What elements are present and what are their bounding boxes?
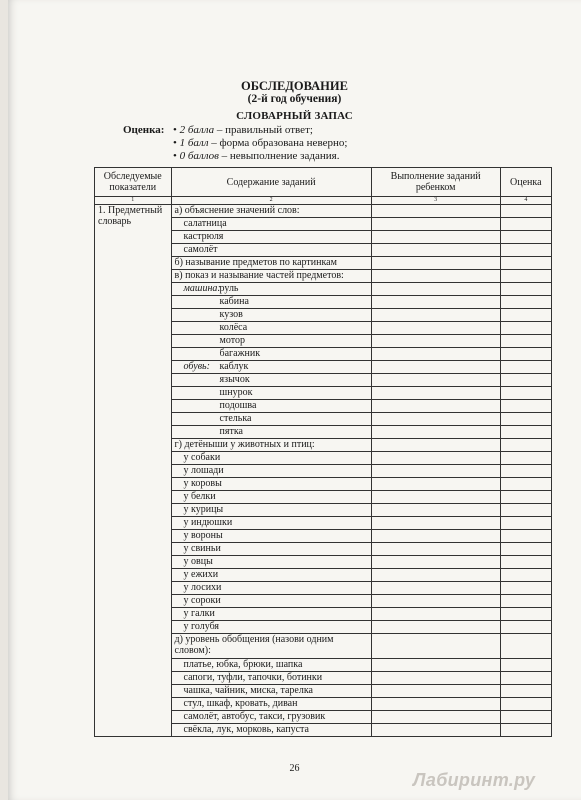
score-cell[interactable] <box>500 569 551 582</box>
score-cell[interactable] <box>500 491 551 504</box>
task-cell: у свиньи <box>171 543 371 556</box>
task-cell: подошва <box>171 400 371 413</box>
document-page <box>8 0 581 800</box>
performance-cell[interactable] <box>371 569 500 582</box>
task-cell: у белки <box>171 491 371 504</box>
task-cell: обувь: каблук <box>171 361 371 374</box>
performance-cell[interactable] <box>371 659 500 672</box>
performance-cell[interactable] <box>371 426 500 439</box>
score-cell[interactable] <box>500 698 551 711</box>
performance-cell[interactable] <box>371 685 500 698</box>
score-cell[interactable] <box>500 348 551 361</box>
score-cell[interactable] <box>500 556 551 569</box>
score-cell[interactable] <box>500 504 551 517</box>
task-cell: пятка <box>171 426 371 439</box>
performance-cell[interactable] <box>371 244 500 257</box>
score-cell[interactable] <box>500 374 551 387</box>
grading-label: Оценка: <box>123 124 165 136</box>
performance-cell[interactable] <box>371 672 500 685</box>
performance-cell[interactable] <box>371 634 500 659</box>
assessment-table <box>94 167 552 737</box>
score-cell[interactable] <box>500 244 551 257</box>
score-cell[interactable] <box>500 543 551 556</box>
task-cell: у вороны <box>171 530 371 543</box>
column-number-row <box>95 197 552 205</box>
task-cell: у собаки <box>171 452 371 465</box>
performance-cell[interactable] <box>371 517 500 530</box>
grading-item: • 2 балла – правильный ответ; <box>173 124 313 136</box>
performance-cell[interactable] <box>371 322 500 335</box>
column-number: 4 <box>500 197 551 205</box>
task-cell: г) детёныши у животных и птиц: <box>171 439 371 452</box>
performance-cell[interactable] <box>371 270 500 283</box>
grading-item: • 1 балл – форма образована неверно; <box>173 137 348 149</box>
header-performance: Выполнение заданий ребенком <box>371 168 500 197</box>
task-cell: в) показ и называние частей предметов: <box>171 270 371 283</box>
score-cell[interactable] <box>500 335 551 348</box>
task-cell: мотор <box>171 335 371 348</box>
score-cell[interactable] <box>500 465 551 478</box>
task-cell: у курицы <box>171 504 371 517</box>
task-cell: язычок <box>171 374 371 387</box>
performance-cell[interactable] <box>371 530 500 543</box>
task-cell: платье, юбка, брюки, шапка <box>171 659 371 672</box>
page-title: ОБСЛЕДОВАНИЕ <box>241 79 348 93</box>
task-cell: у лошади <box>171 465 371 478</box>
performance-cell[interactable] <box>371 711 500 724</box>
task-cell: у голубя <box>171 621 371 634</box>
score-cell[interactable] <box>500 283 551 296</box>
task-cell: кабина <box>171 296 371 309</box>
grading-item: • 0 баллов – невыполнение задания. <box>173 150 340 162</box>
performance-cell[interactable] <box>371 452 500 465</box>
score-cell[interactable] <box>500 595 551 608</box>
page-subtitle: (2-й год обучения) <box>247 93 342 105</box>
column-number: 2 <box>171 197 371 205</box>
task-cell: у галки <box>171 608 371 621</box>
task-cell: машина:руль <box>171 283 371 296</box>
score-cell[interactable] <box>500 685 551 698</box>
task-cell: самолёт, автобус, такси, грузовик <box>171 711 371 724</box>
performance-cell[interactable] <box>371 413 500 426</box>
score-cell[interactable] <box>500 634 551 659</box>
task-cell: б) называние предметов по картинкам <box>171 257 371 270</box>
task-cell: колёса <box>171 322 371 335</box>
score-cell[interactable] <box>500 608 551 621</box>
score-cell[interactable] <box>500 231 551 244</box>
task-cell: багажник <box>171 348 371 361</box>
performance-cell[interactable] <box>371 296 500 309</box>
score-cell[interactable] <box>500 413 551 426</box>
task-cell: шнурок <box>171 387 371 400</box>
performance-cell[interactable] <box>371 504 500 517</box>
score-cell[interactable] <box>500 711 551 724</box>
performance-cell[interactable] <box>371 439 500 452</box>
task-cell: сапоги, туфли, тапочки, ботинки <box>171 672 371 685</box>
watermark-logo: Лабиринт.ру <box>413 770 536 790</box>
score-cell[interactable] <box>500 257 551 270</box>
performance-cell[interactable] <box>371 387 500 400</box>
performance-cell[interactable] <box>371 205 500 218</box>
task-cell: стул, шкаф, кровать, диван <box>171 698 371 711</box>
task-cell: а) объяснение значений слов: <box>171 205 371 218</box>
task-cell: у ежихи <box>171 569 371 582</box>
score-cell[interactable] <box>500 672 551 685</box>
group-label-car: машина: <box>183 283 221 294</box>
score-cell[interactable] <box>500 426 551 439</box>
performance-cell[interactable] <box>371 608 500 621</box>
task-cell: у сороки <box>171 595 371 608</box>
performance-cell[interactable] <box>371 595 500 608</box>
task-cell: кастрюля <box>171 231 371 244</box>
score-cell[interactable] <box>500 530 551 543</box>
task-cell: чашка, чайник, миска, тарелка <box>171 685 371 698</box>
score-cell[interactable] <box>500 582 551 595</box>
table-header-row <box>95 168 552 197</box>
table-row <box>95 205 552 218</box>
score-cell[interactable] <box>500 400 551 413</box>
performance-cell[interactable] <box>371 283 500 296</box>
performance-cell[interactable] <box>371 231 500 244</box>
task-cell: у коровы <box>171 478 371 491</box>
performance-cell[interactable] <box>371 465 500 478</box>
score-cell[interactable] <box>500 452 551 465</box>
score-cell[interactable] <box>500 724 551 737</box>
score-cell[interactable] <box>500 439 551 452</box>
performance-cell[interactable] <box>371 400 500 413</box>
performance-cell[interactable] <box>371 724 500 737</box>
header-indicators: Обследуемые показатели <box>95 168 172 197</box>
task-cell: у лосихи <box>171 582 371 595</box>
section-title: СЛОВАРНЫЙ ЗАПАС <box>236 110 353 122</box>
task-cell: кузов <box>171 309 371 322</box>
performance-cell[interactable] <box>371 335 500 348</box>
performance-cell[interactable] <box>371 374 500 387</box>
performance-cell[interactable] <box>371 543 500 556</box>
task-cell: д) уровень обобщения (назови одним словом): <box>171 634 371 659</box>
score-cell[interactable] <box>500 517 551 530</box>
task-cell: у индюшки <box>171 517 371 530</box>
score-cell[interactable] <box>500 478 551 491</box>
task-cell: стелька <box>171 413 371 426</box>
header-score: Оценка <box>500 168 551 197</box>
performance-cell[interactable] <box>371 491 500 504</box>
score-cell[interactable] <box>500 309 551 322</box>
header-content: Содержание заданий <box>171 168 371 197</box>
task-cell: свёкла, лук, морковь, капуста <box>171 724 371 737</box>
score-cell[interactable] <box>500 621 551 634</box>
score-cell[interactable] <box>500 270 551 283</box>
performance-cell[interactable] <box>371 621 500 634</box>
performance-cell[interactable] <box>371 361 500 374</box>
page-number: 26 <box>289 763 300 774</box>
performance-cell[interactable] <box>371 309 500 322</box>
performance-cell[interactable] <box>371 348 500 361</box>
score-cell[interactable] <box>500 296 551 309</box>
column-number: 3 <box>371 197 500 205</box>
score-cell[interactable] <box>500 387 551 400</box>
score-cell[interactable] <box>500 361 551 374</box>
task-cell: салатница <box>171 218 371 231</box>
task-cell: у овцы <box>171 556 371 569</box>
performance-cell[interactable] <box>371 218 500 231</box>
performance-cell[interactable] <box>371 582 500 595</box>
score-cell[interactable] <box>500 218 551 231</box>
score-cell[interactable] <box>500 659 551 672</box>
indicator-cell: 1. Предметный словарь <box>95 205 172 737</box>
score-cell[interactable] <box>500 322 551 335</box>
group-label-shoe: обувь: <box>183 361 210 372</box>
performance-cell[interactable] <box>371 478 500 491</box>
performance-cell[interactable] <box>371 556 500 569</box>
performance-cell[interactable] <box>371 698 500 711</box>
performance-cell[interactable] <box>371 257 500 270</box>
score-cell[interactable] <box>500 205 551 218</box>
task-cell: самолёт <box>171 244 371 257</box>
column-number: 1 <box>95 197 172 205</box>
